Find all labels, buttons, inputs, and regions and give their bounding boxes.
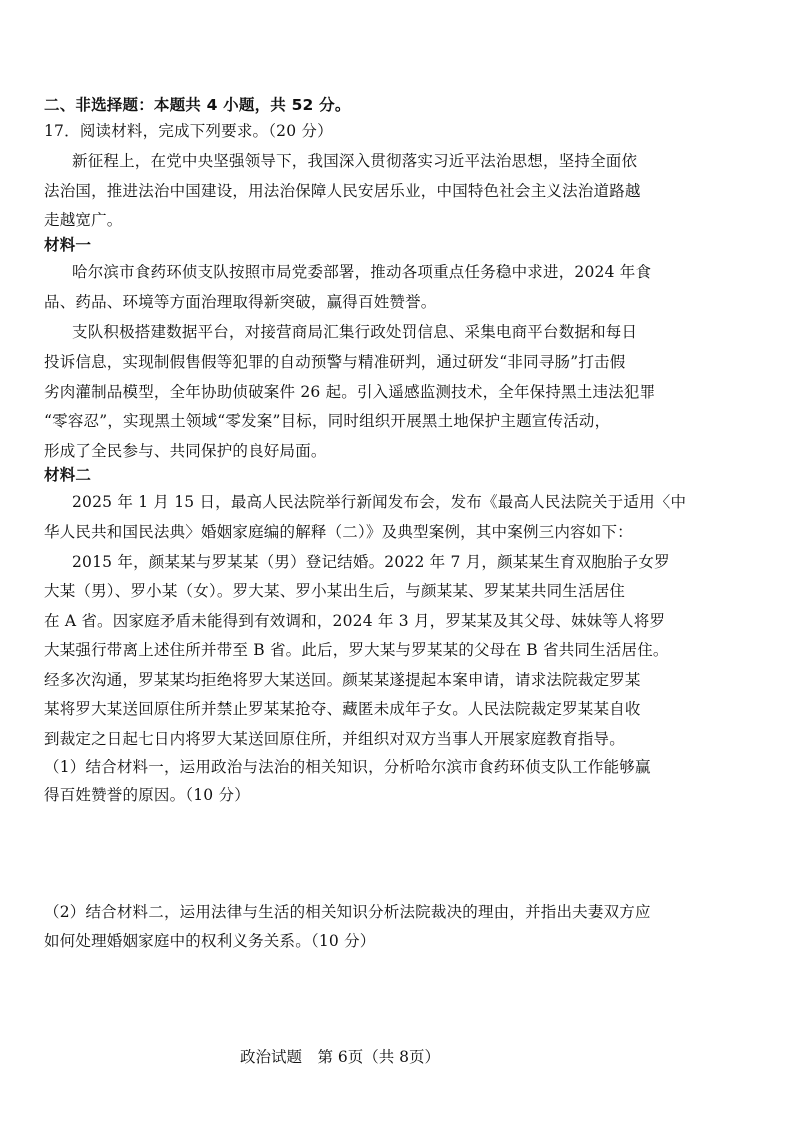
material2-line: 某将罗大某送回原住所并禁止罗某某抢夺、藏匿未成年子女。人民法院裁定罗某某自收: [44, 700, 641, 718]
material2-line: 华人民共和国民法典〉婚姻家庭编的解释（二）》及典型案例，其中案例三内容如下：: [44, 523, 633, 541]
material2-line: 经多次沟通，罗某某均拒绝将罗大某送回。颜某某遂提起本案申请，请求法院裁定罗某: [44, 671, 641, 689]
material2-line: 2025 年 1 月 15 日，最高人民法院举行新闻发布会，发布《最高人民法院关于适用〈中: [72, 493, 687, 511]
material1-line: 投诉信息，实现制假售假等犯罪的自动预警与精准研判，通过研发“非同寻肠”打击假: [44, 353, 626, 371]
subquestion-2: 如何处理婚姻家庭中的权利义务关系。（10 分）: [44, 932, 376, 950]
material1-line: 形成了全民参与、共同保护的良好局面。: [44, 442, 327, 460]
material2-line: 大某（男）、罗小某（女）。罗大某、罗小某出生后，与颜某某、罗某某共同生活居住: [44, 582, 626, 600]
material1-line: 品、药品、环境等方面治理取得新突破，赢得百姓赞誉。: [44, 293, 437, 311]
material2-label: 材料二: [44, 466, 92, 484]
material2-line: 2015 年，颜某某与罗某某（男）登记结婚。2022 年 7 月，颜某某生育双胞胎子女罗: [72, 553, 670, 571]
page-footer: 政治试题 第 6页（共 8页）: [239, 1048, 441, 1066]
material1-line: 哈尔滨市食药环侦支队按照市局党委部署，推动各项重点任务稳中求进，2024 年食: [72, 263, 652, 281]
material2-line: 到裁定之日起七日内将罗大某送回原住所，并组织对双方当事人开展家庭教育指导。: [44, 730, 625, 748]
material1-line: 支队积极搭建数据平台，对接营商局汇集行政处罚信息、采集电商平台数据和每日: [72, 323, 638, 341]
material2-line: 大某强行带离上述住所并带至 B 省。此后，罗大某与罗某某的父母在 B 省共同生活居住。: [44, 641, 669, 659]
subquestion-1: 得百姓赞誉的原因。（10 分）: [44, 786, 250, 804]
intro-line: 法治国，推进法治中国建设，用法治保障人民安居乐业，中国特色社会主义法治道路越: [44, 182, 641, 200]
material2-line: 在 A 省。因家庭矛盾未能得到有效调和，2024 年 3 月，罗某某及其父母、妹妹等人将罗: [44, 612, 666, 630]
section-heading: 二、非选择题：本题共 4 小题，共 52 分。: [44, 96, 351, 114]
intro-line: 走越宽广。: [44, 211, 123, 229]
subquestion-1: （1）结合材料一，运用政治与法治的相关知识，分析哈尔滨市食药环侦支队工作能够赢: [44, 758, 651, 776]
question-title: 17．阅读材料，完成下列要求。（20 分）: [44, 122, 333, 140]
material1-label: 材料一: [44, 236, 92, 254]
material1-line: “零容忍”，实现黑土领域“零发案”目标，同时组织开展黑土地保护主题宣传活动，: [44, 412, 611, 430]
material1-line: 劣肉灌制品模型，全年协助侦破案件 26 起。引入遥感监测技术，全年保持黑土违法犯罪: [44, 383, 656, 401]
intro-line: 新征程上，在党中央坚强领导下，我国深入贯彻落实习近平法治思想，坚持全面依: [72, 152, 638, 170]
subquestion-2: （2）结合材料二，运用法律与生活的相关知识分析法院裁决的理由，并指出夫妻双方应: [44, 903, 651, 921]
